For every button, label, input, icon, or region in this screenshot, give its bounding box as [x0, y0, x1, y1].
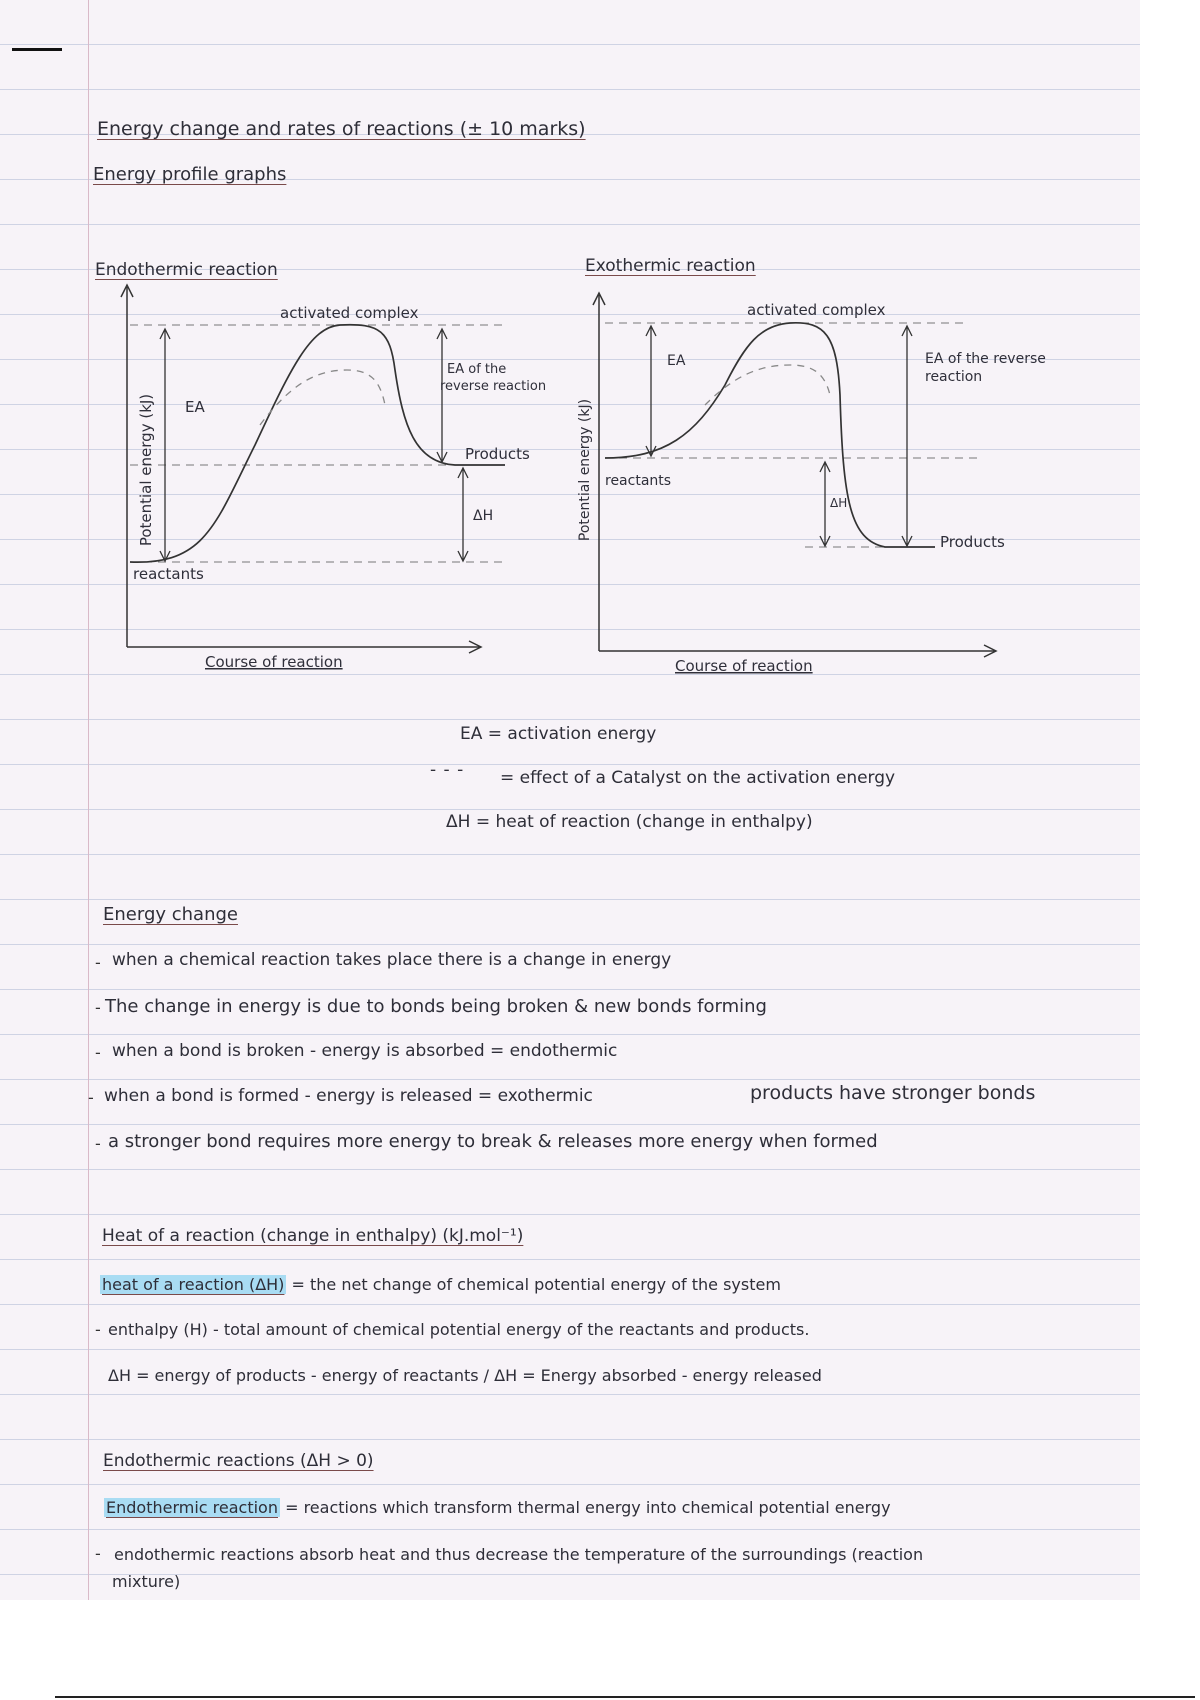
endothermic-definition	[104, 1498, 891, 1517]
exo-reactants-label: reactants	[605, 473, 672, 489]
bullet-marker: -	[88, 1088, 94, 1107]
endo-ea-reverse-label-1: EA of the	[447, 362, 507, 377]
key-dh: ΔH = heat of reaction (change in enthalpy)	[446, 812, 813, 832]
margin-line	[88, 0, 89, 1600]
endothermic-term: Endothermic reaction	[106, 1498, 278, 1517]
exothermic-graph-heading: Exothermic reaction	[585, 256, 756, 276]
endo-x-label: Course of reaction	[205, 653, 343, 671]
exo-ea-reverse-label-2: reaction	[925, 369, 983, 385]
bullet-marker: -	[95, 1134, 101, 1153]
bullet-marker: -	[95, 953, 101, 972]
exo-energy-curve	[605, 323, 935, 547]
energy-change-line-1: when a chemical reaction takes place there is a change in energy	[112, 950, 672, 970]
endothermic-graph	[85, 275, 547, 671]
bullet-marker: -	[95, 1043, 101, 1062]
endo-products-label: Products	[465, 445, 530, 463]
endo-dh-label: ΔH	[473, 508, 494, 524]
delta-h-formula-line: ΔH = energy of products - energy of reactants / ΔH = Energy absorbed - energy released	[108, 1366, 822, 1385]
endo-energy-curve	[130, 325, 505, 562]
heat-of-reaction-def-text: = the net change of chemical potential energy of the system	[291, 1275, 781, 1294]
page-title: Energy change and rates of reactions (± 10 marks)	[97, 118, 586, 140]
energy-change-heading: Energy change	[103, 904, 238, 925]
energy-change-line-2: The change in energy is due to bonds being broken & new bonds forming	[105, 996, 767, 1017]
exo-x-label: Course of reaction	[675, 657, 813, 675]
endo-reactants-label: reactants	[133, 565, 204, 583]
exo-products-label: Products	[940, 533, 1005, 551]
endothermic-line-1: endothermic reactions absorb heat and thus decrease the temperature of the surroundings (reaction	[114, 1545, 924, 1564]
energy-change-line-5: a stronger bond requires more energy to break & releases more energy when formed	[108, 1131, 878, 1152]
key-catalyst: = effect of a Catalyst on the activation energy	[500, 768, 896, 788]
exo-y-label: Potential energy (kJ)	[577, 398, 593, 542]
endo-ea-label: EA	[185, 398, 205, 416]
energy-change-line-3: when a bond is broken - energy is absorbed = endothermic	[112, 1041, 618, 1061]
energy-change-side-note: products have stronger bonds	[750, 1082, 1036, 1104]
bullet-marker: -	[95, 998, 101, 1017]
bottom-rule	[55, 1696, 1195, 1698]
exothermic-graph	[575, 275, 1100, 675]
exo-activated-complex-label: activated complex	[747, 301, 886, 319]
heat-of-reaction-term: heat of a reaction (ΔH)	[102, 1275, 285, 1294]
exo-ea-label: EA	[667, 353, 686, 369]
section-heading-profile-graphs: Energy profile graphs	[93, 164, 287, 185]
endo-y-label: Potential energy (kJ)	[137, 393, 155, 547]
exo-catalyst-curve	[705, 365, 830, 405]
endothermic-line-2: mixture)	[112, 1572, 181, 1591]
endo-activated-complex-label: activated complex	[280, 304, 419, 322]
endothermic-graph-heading: Endothermic reaction	[95, 260, 278, 280]
endothermic-reactions-heading: Endothermic reactions (ΔH > 0)	[103, 1451, 374, 1471]
heat-of-reaction-heading: Heat of a reaction (change in enthalpy) (kJ.mol⁻¹)	[102, 1226, 524, 1246]
endo-catalyst-curve	[260, 370, 385, 425]
corner-mark	[12, 48, 62, 51]
exo-dh-label: ΔH	[830, 496, 848, 510]
endothermic-def-text: = reactions which transform thermal energy into chemical potential energy	[285, 1498, 891, 1517]
bullet-marker: -	[95, 1320, 101, 1339]
exo-ea-reverse-label-1: EA of the reverse	[925, 351, 1046, 367]
key-ea: EA = activation energy	[460, 724, 657, 744]
heat-of-reaction-definition	[100, 1275, 781, 1294]
key-dashes: - - -	[430, 760, 465, 780]
enthalpy-line: enthalpy (H) - total amount of chemical potential energy of the reactants and products.	[108, 1320, 810, 1339]
energy-change-line-4: when a bond is formed - energy is released = exothermic	[104, 1086, 593, 1106]
bullet-marker: -	[95, 1544, 101, 1563]
endo-ea-reverse-label-2: reverse reaction	[440, 379, 547, 394]
